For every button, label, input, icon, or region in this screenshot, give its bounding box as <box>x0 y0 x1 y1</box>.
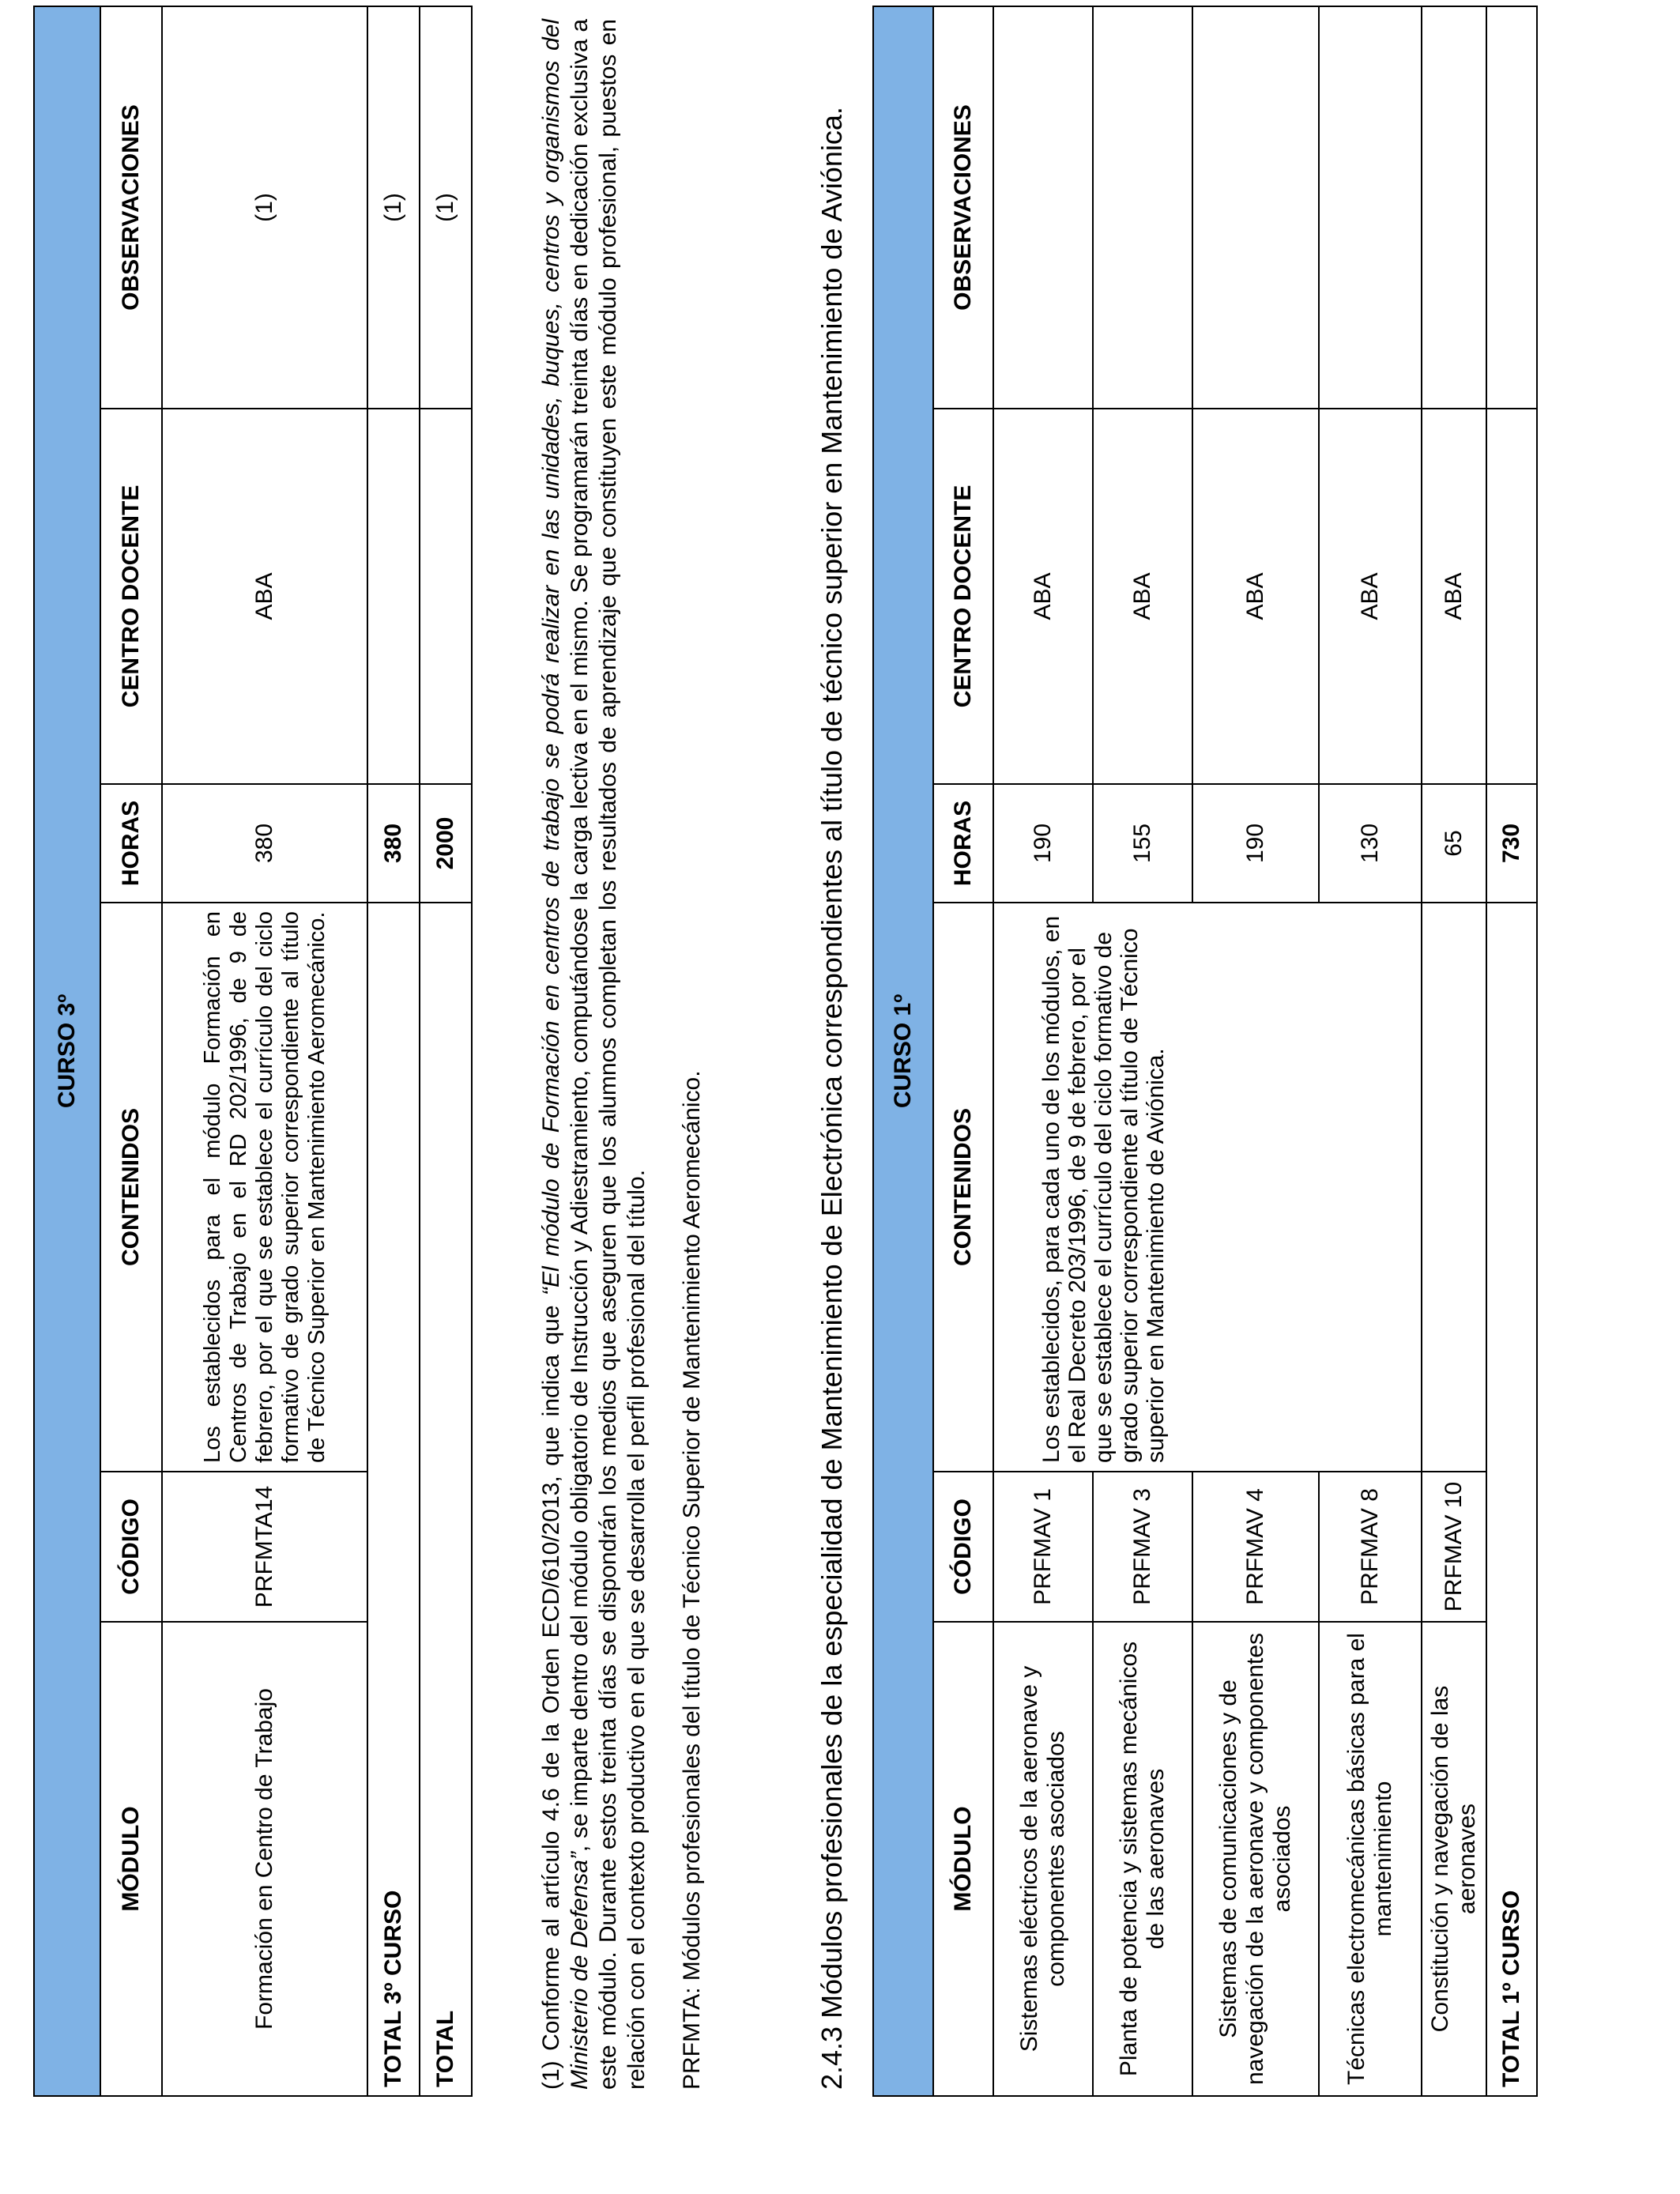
header-horas: HORAS <box>933 784 993 903</box>
header-observaciones: OBSERVACIONES <box>100 6 162 409</box>
header-modulo: MÓDULO <box>933 1622 993 2096</box>
cell-codigo: PRFMAV 3 <box>1093 1472 1192 1622</box>
cell-centro: ABA <box>1192 409 1319 784</box>
cell-contenidos: Los establecidos, para cada uno de los módulos, en el Real Decreto 203/1996, de 9 de febrero, por el que se establece el currículo del ciclo formativo de grado superior correspondiente al título de Técnico superior en Mantenimiento de Aviónica. <box>993 903 1422 1472</box>
cell-observaciones <box>1319 6 1422 409</box>
total-curso-centro <box>367 409 420 784</box>
total-curso-row <box>1486 6 1537 2096</box>
total-curso-centro <box>1486 409 1537 784</box>
curso-3-table <box>33 6 473 2097</box>
header-centro-docente: CENTRO DOCENTE <box>100 409 162 784</box>
cell-horas: 380 <box>162 784 367 903</box>
cell-centro: ABA <box>1093 409 1192 784</box>
cell-centro: ABA <box>1422 409 1486 784</box>
cell-centro: ABA <box>162 409 367 784</box>
cell-codigo: PRFMAV 8 <box>1319 1472 1422 1622</box>
footnote-1 <box>537 19 651 2090</box>
cell-codigo: PRFMTA14 <box>162 1472 367 1622</box>
curso-1-band: CURSO 1º <box>873 6 933 2096</box>
cell-horas: 190 <box>993 784 1093 903</box>
prfmta-note: PRFMTA: Módulos profesionales del título de Técnico Superior de Mantenimiento Aeromecánico. <box>679 1070 705 2090</box>
table-row <box>162 6 367 2096</box>
cell-horas: 155 <box>1093 784 1192 903</box>
total-curso-horas: 730 <box>1486 784 1537 903</box>
header-codigo: CÓDIGO <box>933 1472 993 1622</box>
cell-observaciones <box>1093 6 1192 409</box>
cell-modulo: Planta de potencia y sistemas mecánicos de las aeronaves <box>1093 1622 1192 2096</box>
total-curso-label: TOTAL 1º CURSO <box>1486 903 1537 2096</box>
header-centro-docente: CENTRO DOCENTE <box>933 409 993 784</box>
curso-1-table <box>872 6 1538 2097</box>
total-curso-horas: 380 <box>367 784 420 903</box>
cell-modulo: Formación en Centro de Trabajo <box>162 1622 367 2096</box>
cell-codigo: PRFMAV 4 <box>1192 1472 1319 1622</box>
cell-observaciones <box>993 6 1093 409</box>
cell-contenidos-empty <box>1422 903 1486 1472</box>
curso-3-band: CURSO 3º <box>34 6 100 2096</box>
total-curso-observaciones: (1) <box>367 6 420 409</box>
header-codigo: CÓDIGO <box>100 1472 162 1622</box>
total-label: TOTAL <box>420 903 472 2096</box>
header-horas: HORAS <box>100 784 162 903</box>
total-curso-label: TOTAL 3º CURSO <box>367 903 420 2096</box>
cell-modulo: Sistemas eléctricos de la aeronave y componentes asociados <box>993 1622 1093 2096</box>
header-contenidos: CONTENIDOS <box>100 903 162 1472</box>
cell-contenidos: Los establecidos para el módulo Formación en Centros de Trabajo en el RD 202/1996, de 9 de febrero, por el que se establece el currículo del ciclo formativo de grado superior correspondiente al título de Técnico Superior en Mantenimiento Aeromecánico. <box>162 903 367 1472</box>
footnote-text-a: (1) Conforme al artículo 4.6 de la Orden ECD/610/2013, que indica que <box>538 1295 564 2090</box>
total-centro <box>420 409 472 784</box>
cell-centro: ABA <box>1319 409 1422 784</box>
cell-centro: ABA <box>993 409 1093 784</box>
cell-codigo: PRFMAV 10 <box>1422 1472 1486 1622</box>
header-modulo: MÓDULO <box>100 1622 162 2096</box>
footnote-quote: “El módulo de Formación en centros de trabajo se podrá realizar en las unidades, buques, centros y organismos del Ministerio de Defensa” <box>538 18 593 2090</box>
footnote-text-b: , se imparte dentro del módulo obligatorio de Instrucción y Adiestramiento, computándose la carga lectiva en el mismo. Se programarán treinta días en dedicación exclusiva a este módulo. Durante estos treinta días se dispondrán los medios que aseguren que los alumnos completan los resultados de aprendizaje que constituyen este módulo profesional, puestos en relación con el contexto productivo en el que se desarrolla el perfil profesional del título. <box>567 18 650 2090</box>
cell-horas: 190 <box>1192 784 1319 903</box>
cell-modulo: Técnicas electromecánicas básicas para el mantenimiento <box>1319 1622 1422 2096</box>
total-observaciones: (1) <box>420 6 472 409</box>
header-observaciones: OBSERVACIONES <box>933 6 993 409</box>
table-row <box>993 6 1093 2096</box>
cell-observaciones <box>1192 6 1319 409</box>
cell-observaciones <box>1422 6 1486 409</box>
header-contenidos: CONTENIDOS <box>933 903 993 1472</box>
cell-codigo: PRFMAV 1 <box>993 1472 1093 1622</box>
cell-horas: 65 <box>1422 784 1486 903</box>
section-heading: 2.4.3 Módulos profesionales de la especialidad de Mantenimiento de Electrónica correspondientes al título de técnico superior en Mantenimiento de Aviónica. <box>816 107 848 2090</box>
cell-observaciones: (1) <box>162 6 367 409</box>
cell-horas: 130 <box>1319 784 1422 903</box>
total-curso-row <box>367 6 420 2096</box>
table-row <box>1422 6 1486 2096</box>
cell-modulo: Constitución y navegación de las aeronaves <box>1422 1622 1486 2096</box>
total-curso-observaciones <box>1486 6 1537 409</box>
total-row <box>420 6 472 2096</box>
cell-modulo: Sistemas de comunicaciones y de navegación de la aeronave y componentes asociados <box>1192 1622 1319 2096</box>
total-horas: 2000 <box>420 784 472 903</box>
